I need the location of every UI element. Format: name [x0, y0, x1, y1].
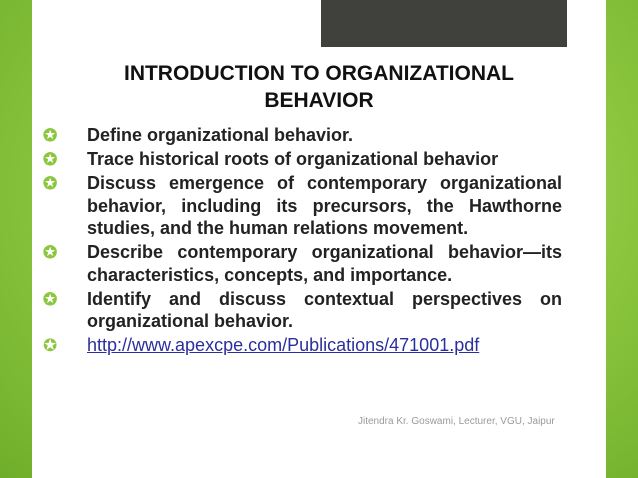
bullet-item — [43, 288, 562, 333]
title-line-2: BEHAVIOR — [264, 89, 374, 112]
header-box — [318, 0, 570, 50]
bullet-item — [43, 241, 562, 286]
bullet-text: Trace historical roots of organizational behavior — [87, 149, 499, 169]
bullet-text: Describe contemporary organizational behavior—its characteristics, concepts, and importance. — [87, 242, 562, 285]
bullet-text: Identify and discuss contextual perspectives on organizational behavior. — [87, 288, 562, 331]
slide-title — [32, 60, 606, 114]
bullet-text: Define organizational behavior. — [87, 125, 354, 145]
diamond-bullet-icon: ✪ — [43, 150, 58, 169]
link-item[interactable] — [43, 334, 562, 357]
diamond-bullet-icon: ✪ — [43, 174, 58, 193]
diamond-bullet-icon: ✪ — [43, 336, 58, 355]
publication-link[interactable]: http://www.apexcpe.com/Publications/471001.pdf — [87, 335, 480, 355]
bullet-item — [43, 172, 562, 240]
diamond-bullet-icon: ✪ — [43, 289, 58, 309]
diamond-bullet-icon: ✪ — [43, 126, 58, 145]
bullet-list — [43, 124, 562, 357]
watermark-text: Jitendra Kr. Goswami, Lecturer, VGU, Jaipur — [358, 416, 555, 427]
diamond-bullet-icon: ✪ — [43, 243, 58, 262]
bullet-text: Discuss emergence of contemporary organizational behavior, including its precursors, the Hawthorne studies, and the human relations movement. — [87, 173, 562, 238]
bullet-item — [43, 124, 562, 147]
title-line-1: INTRODUCTION TO ORGANIZATIONAL — [123, 62, 515, 85]
bullet-item — [43, 148, 562, 171]
